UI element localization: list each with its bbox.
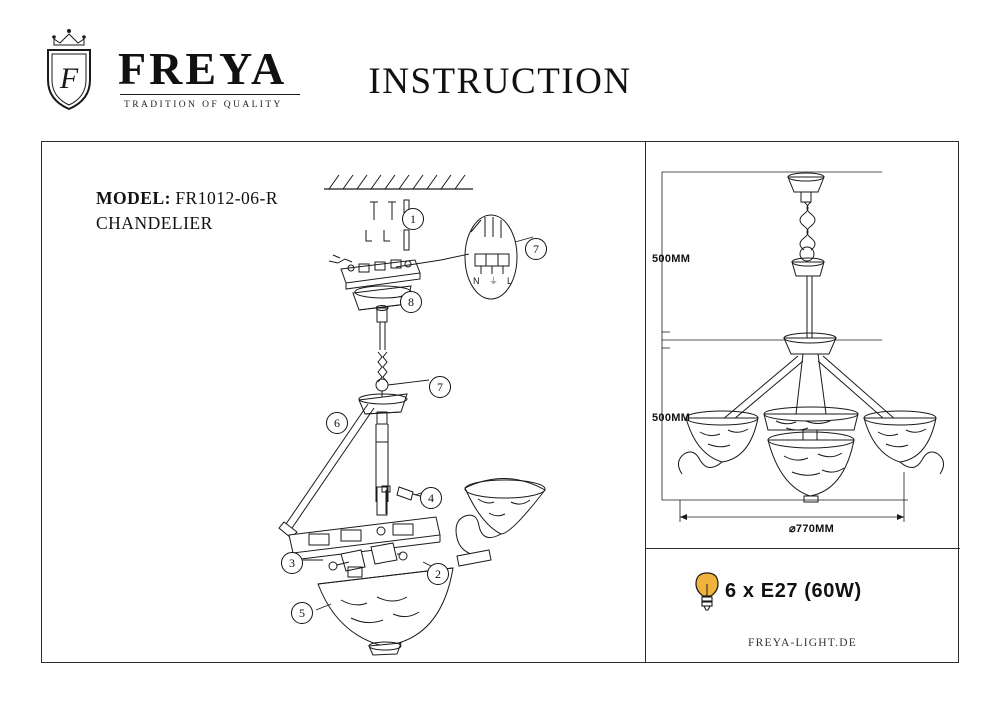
svg-text:N: N (473, 276, 480, 286)
callout-4 (420, 487, 442, 509)
callout-5 (291, 602, 313, 624)
product-type: CHANDELIER (96, 213, 213, 233)
callout-number: 7 (533, 242, 539, 256)
page-title: INSTRUCTION (368, 61, 632, 102)
callout-8 (400, 291, 422, 313)
callout-number: 2 (435, 567, 441, 581)
callout-number: 1 (410, 212, 416, 226)
brand-name: FREYA (118, 43, 288, 94)
dimension-height-bottom: 500MM (652, 412, 691, 424)
svg-text:F: F (59, 62, 79, 95)
dimension-diagram (646, 142, 960, 548)
callout-number: 4 (428, 491, 434, 505)
callout-number: 5 (299, 606, 305, 620)
brand-tagline: TRADITION OF QUALITY (124, 100, 283, 110)
model-label: MODEL: (96, 188, 171, 208)
lamp-specification: 6 x E27 (60W) (725, 580, 862, 602)
callout-number: 3 (289, 556, 295, 570)
callout-number: 6 (334, 416, 340, 430)
callout-7a (525, 238, 547, 260)
panel-divider-horizontal (645, 548, 960, 549)
callout-7b (429, 376, 451, 398)
callout-6 (326, 412, 348, 434)
assembly-diagram (41, 142, 661, 662)
light-bulb-icon (690, 570, 724, 612)
footer-website: FREYA-LIGHT.DE (748, 637, 857, 649)
callout-number: 8 (408, 295, 414, 309)
dimension-height-top: 500MM (652, 253, 691, 265)
svg-text:L: L (507, 276, 513, 286)
callout-3 (281, 552, 303, 574)
callout-2 (427, 563, 449, 585)
callout-number: 7 (437, 380, 443, 394)
svg-text:⏚: ⏚ (489, 276, 499, 286)
model-value: FR1012-06-R (175, 188, 279, 208)
callout-1 (402, 208, 424, 230)
dimension-diameter: ⌀770MM (789, 523, 835, 535)
page-header (0, 0, 1000, 140)
